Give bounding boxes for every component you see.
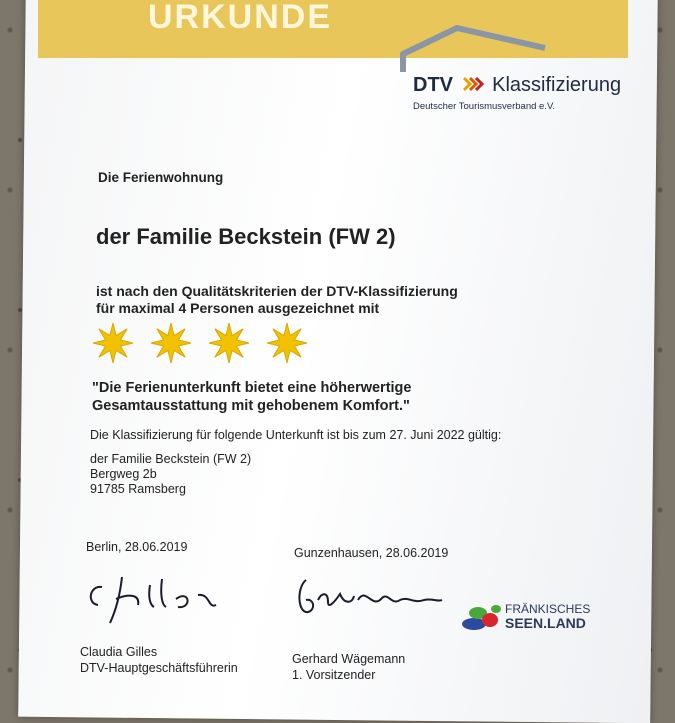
chevrons-icon <box>462 76 484 92</box>
criteria-line-1: ist nach den Qualitätskriterien der DTV-Klassifizierung <box>96 283 458 299</box>
address-line-2: Bergweg 2b <box>90 467 157 481</box>
intro-label: Die Ferienwohnung <box>98 170 224 185</box>
star-icon <box>150 322 192 364</box>
region-logo-text <box>505 602 590 630</box>
right-signer-name: Gerhard Wägemann <box>292 652 406 666</box>
address-line-3: 91785 Ramsberg <box>90 482 186 496</box>
logo-brand: DTV <box>413 74 453 96</box>
region-line-2: SEEN.LAND <box>505 615 586 631</box>
right-signer-title: 1. Vorsitzender <box>292 668 376 682</box>
quote-line-1: "Die Ferienunterkunft bietet eine höherwertige <box>92 380 412 396</box>
logo-subtitle: Deutscher Tourismusverband e.V. <box>413 101 556 112</box>
dtv-logo <box>395 22 622 122</box>
logo-name: Klassifizierung <box>492 74 622 96</box>
region-line-1: FRÄNKISCHES <box>505 602 591 616</box>
star-icon <box>266 322 308 364</box>
intro-text <box>98 170 223 185</box>
property-name: der Familie Beckstein (FW 2) <box>96 224 396 249</box>
left-signer-title: DTV-Hauptgeschäftsführerin <box>80 661 238 675</box>
star-icon <box>208 322 250 364</box>
house-roof-icon <box>395 22 605 82</box>
left-signer-name: Claudia Gilles <box>80 645 158 659</box>
banner-title: URKUNDE <box>148 0 332 36</box>
star-icon <box>92 322 134 364</box>
logo-wordmark <box>413 74 621 97</box>
left-place-date: Berlin, 28.06.2019 <box>86 540 188 554</box>
signature-claudia-gilles <box>80 565 240 635</box>
star-rating <box>92 322 308 364</box>
address-line-1: der Familie Beckstein (FW 2) <box>90 452 252 466</box>
validity-text: Die Klassifizierung für folgende Unterkunft ist bis zum 27. Juni 2022 gültig: <box>90 428 502 442</box>
signature-gerhard-waegemann <box>292 570 452 630</box>
right-place-date: Gunzenhausen, 28.06.2019 <box>294 546 449 560</box>
criteria-line-2: für maximal 4 Personen ausgezeichnet mit <box>96 300 380 316</box>
quote-line-2: Gesamtausstattung mit gehobenem Komfort." <box>92 398 410 414</box>
